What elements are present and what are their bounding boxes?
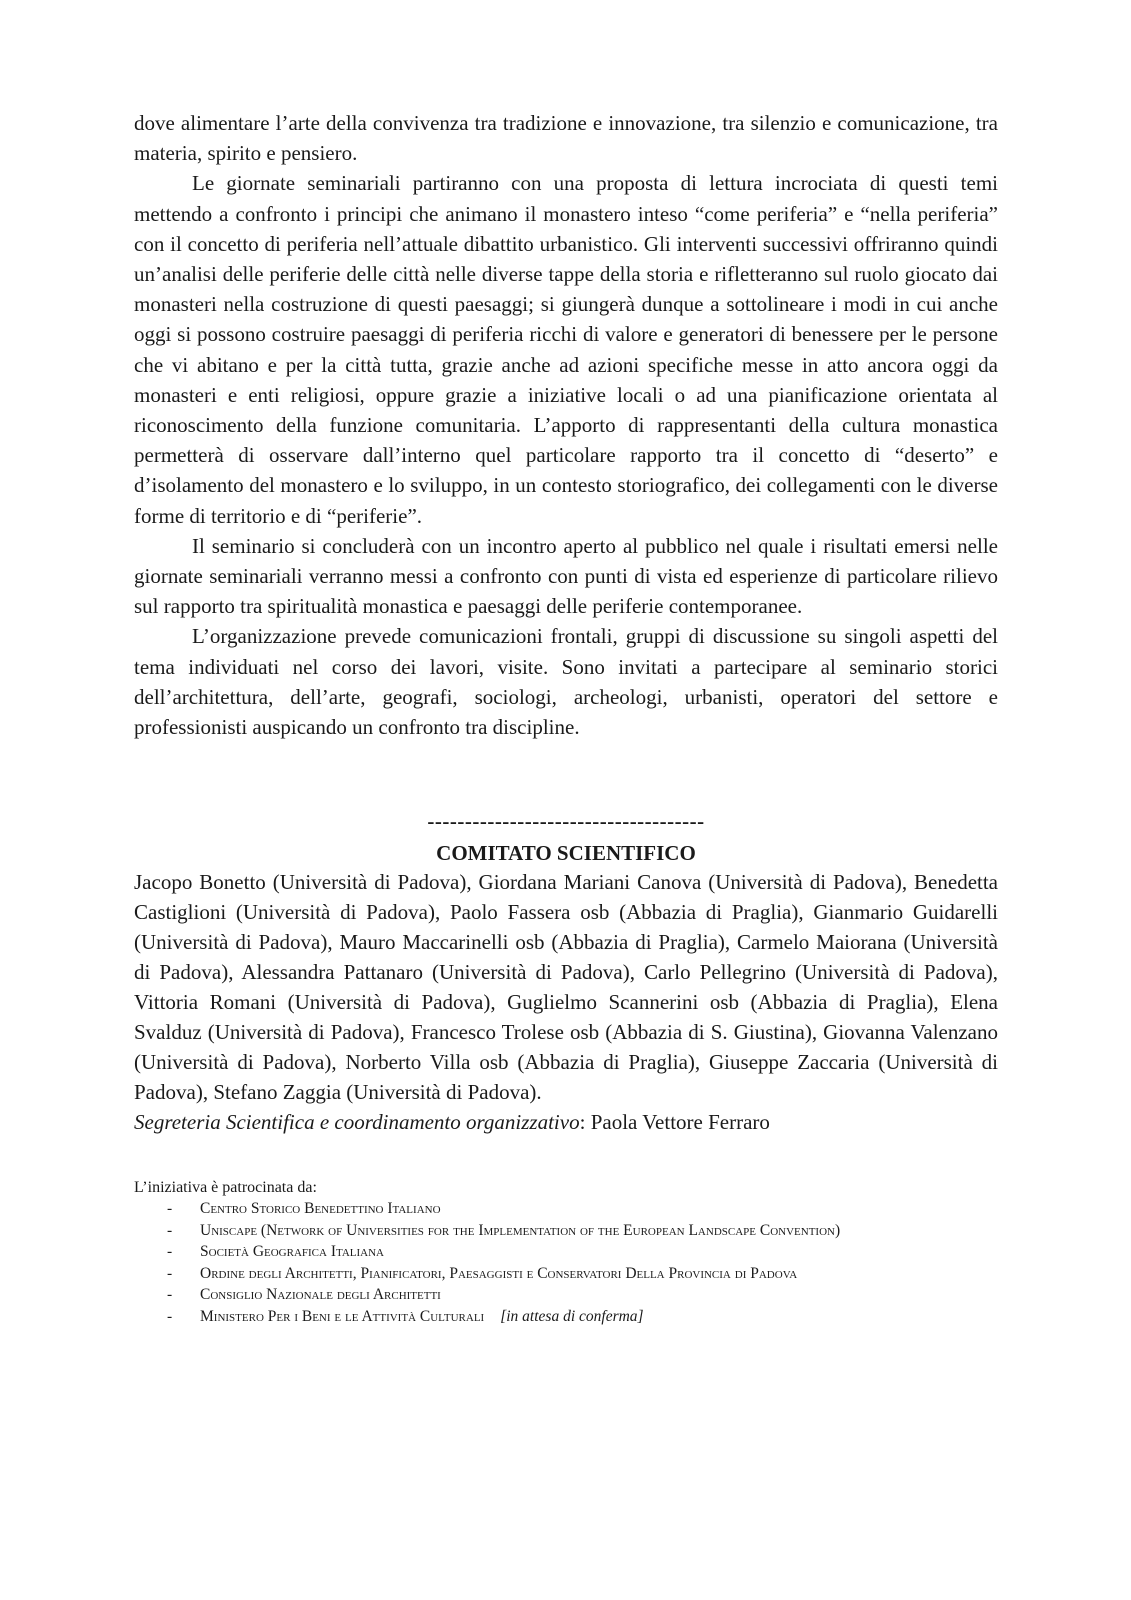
secretary-separator: :: [579, 1110, 591, 1135]
body-paragraph-organization: L’organizzazione prevede comunicazioni frontali, gruppi di discussione su singoli aspetti del tema individuati nel corso dei lavori, visite. Sono invitati a partecipare al seminario storici dell’architettura, dell’arte, geografi, sociologi, archeologi, urbanisti, operatori del settore e professionisti auspicando un confronto tra discipline.: [134, 624, 998, 740]
patron-item: [134, 1220, 998, 1242]
list-dash: -: [167, 1243, 173, 1261]
secretary-name: Paola Vettore Ferraro: [590, 1110, 770, 1135]
patron-name: Ministero Per i Beni e le Attività Culturali: [200, 1307, 485, 1325]
patron-item: [134, 1241, 998, 1263]
patron-item: [134, 1263, 998, 1285]
body-paragraph-conclusion: Il seminario si concluderà con un incontro aperto al pubblico nel quale i risultati emersi nelle giornate seminariali verranno messi a confronto con punti di vista ed esperienze di particolare rilievo sul rapporto tra spiritualità monastica e paesaggi delle periferie contemporanee.: [134, 533, 998, 619]
list-dash: -: [167, 1200, 173, 1218]
list-dash: -: [167, 1307, 173, 1325]
secretary-line: [134, 1107, 998, 1137]
patron-item: [134, 1198, 998, 1220]
patronage-list: [134, 1198, 998, 1327]
patron-item: [134, 1306, 998, 1328]
patron-name: Consiglio Nazionale degli Architetti: [200, 1286, 441, 1304]
body-paragraph-continuation: dove alimentare l’arte della convivenza tra tradizione e innovazione, tra silenzio e comunicazione, tra materia, spirito e pensiero.: [134, 111, 998, 166]
committee-members: Jacopo Bonetto (Università di Padova), Giordana Mariani Canova (Università di Padova), Benedetta Castiglioni (Università di Padova), Paolo Fassera osb (Abbazia di Praglia), Gianmario Guidarelli (Università di Padova), Mauro Maccarinelli osb (Abbazia di Praglia), Carmelo Maiorana (Università di Padova), Alessandra Pattanaro (Università di Padova), Carlo Pellegrino (Università di Padova), Vittoria Romani (Università di Padova), Guglielmo Scannerini osb (Abbazia di Praglia), Elena Svalduz (Università di Padova), Francesco Trolese osb (Abbazia di S. Giustina), Giovanna Valenzano (Università di Padova), Norberto Villa osb (Abbazia di Praglia), Giuseppe Zaccaria (Università di Padova), Stefano Zaggia (Università di Padova).: [134, 870, 998, 1105]
list-dash: -: [167, 1286, 173, 1304]
patron-item: [134, 1284, 998, 1306]
list-dash: -: [167, 1221, 173, 1239]
patron-name: Società Geografica Italiana: [200, 1243, 384, 1261]
patron-name: Centro Storico Benedettino Italiano: [200, 1200, 441, 1218]
body-paragraph-seminar-days: Le giornate seminariali partiranno con una proposta di lettura incrociata di questi temi mettendo a confronto i principi che animano il monastero inteso “come periferia” e “nella periferia” con il concetto di periferia nell’attuale dibattito urbanistico. Gli interventi successivi offriranno quindi un’analisi delle periferie delle città nelle diverse tappe della storia e rifletteranno sul ruolo giocato dai monasteri nella costruzione di questi paesaggi; si giungerà dunque a sottolineare i modi in cui anche oggi si possono costruire paesaggi di periferia ricchi di valore e generatori di benessere per le persone che vi abitano e per la città tutta, grazie anche ad azioni specifiche messe in atto ancora oggi da monasteri e enti religiosi, oppure grazie a iniziative locali o ad una pianificazione orientata al riconoscimento della funzione comunitaria. L’apporto di rappresentanti della cultura monastica permetterà di osservare dall’interno quel particolare rapporto tra il concetto di “deserto” e d’isolamento del monastero e lo sviluppo, in un contesto storiografico, dei collegamenti con le diverse forme di territorio e di “periferie”.: [134, 171, 998, 528]
committee-title: COMITATO SCIENTIFICO: [436, 841, 696, 866]
patron-name: Ordine degli Architetti, Pianificatori, Paesaggisti e Conservatori Della Provincia di Padova: [200, 1264, 798, 1282]
patronage-intro: L’iniziativa è patrocinata da:: [134, 1179, 317, 1197]
patron-name: Uniscape (Network of Universities for the Implementation of the European Landscape Convention): [200, 1221, 841, 1239]
list-dash: -: [167, 1264, 173, 1282]
document-page: [134, 108, 998, 1327]
pending-confirmation-note: [in attesa di conferma]: [500, 1307, 644, 1325]
section-divider: -------------------------------------: [427, 809, 705, 834]
secretary-label: Segreteria Scientifica e coordinamento organizzativo: [134, 1110, 580, 1135]
